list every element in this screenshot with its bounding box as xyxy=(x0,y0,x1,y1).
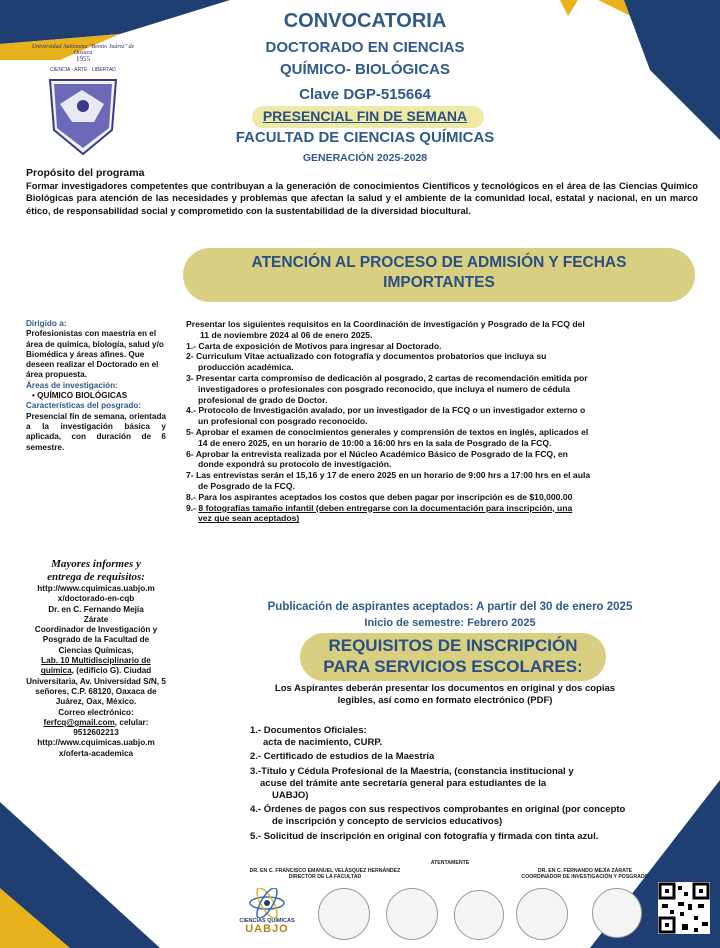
informes-title-1: Mayores informes y xyxy=(51,558,141,570)
qr-code-icon[interactable] xyxy=(658,882,710,934)
purpose-title: Propósito del programa xyxy=(26,167,145,179)
admission-banner xyxy=(183,248,695,302)
ins-item-5: 5.- Solicitud de inscripción en original con fotografía y firmada con tinta azul. xyxy=(250,830,599,842)
signature-right-name: DR. EN C. FERNANDO MEJÍA ZÁRATE xyxy=(537,868,633,874)
corner-decoration-bottom-left xyxy=(0,790,160,948)
req-intro-1: Presentar los siguientes requisitos en la Coordinación de investigación y Posgrado de la FCQ del xyxy=(186,319,585,329)
program-clave: Clave DGP-515664 xyxy=(299,86,431,103)
caracteristicas-label: Características del posgrado: xyxy=(26,401,142,411)
ins-item-1b: acta de nacimiento, CURP. xyxy=(263,737,383,749)
contact-address xyxy=(26,656,166,707)
contact-name-1: Dr. en C. Fernando Mejía xyxy=(48,604,144,614)
dirigido-text: Profesionistas con maestría en el área de química, biología, salud y/o Biomédica y áreas afines. Que deseen realizar el Doctorado en el área propuesta. xyxy=(26,329,164,380)
sidebar-contact xyxy=(26,558,166,759)
req-item-9b: vez que sean aceptados) xyxy=(198,513,300,524)
email-phone-line xyxy=(26,718,166,728)
areas-item-text: QUÍMICO BIOLÓGICAS xyxy=(37,391,128,401)
program-name-line2: QUÍMICO- BIOLÓGICAS xyxy=(280,61,450,78)
email-link[interactable]: ferfcq@gmail.com xyxy=(43,717,115,727)
req-item-4a: 4.- Protocolo de Investigación avalado, por un investigador de la FCQ o un investigador externo o xyxy=(186,405,586,416)
quimica-ambiental-logo xyxy=(516,888,568,940)
ins-item-3a: 3.-Título y Cédula Profesional de la Maestría, (constancia institucional y xyxy=(250,765,574,777)
email-label: Correo electrónico: xyxy=(58,707,134,717)
inscription-banner-line1: REQUISITOS DE INSCRIPCIÓN xyxy=(328,636,578,655)
req-item-7b: de Posgrado de la FCQ. xyxy=(198,480,295,491)
purpose-text: Formar investigadores competentes que contribuyan a la generación de conocimientos Científicos y tecnológicos en el área de las Ciencias Químico Biológicas para atención de las necesidades y problemas que afectan la salud y el ambiente de la comunidad local, estatal y nacional, en un marco ético, de responsabilidad social y comprometido con la sustentabilidad de la diversidad biocultural. xyxy=(26,180,698,216)
sidebar-audience xyxy=(26,319,166,453)
fcq-logo-line2: UABJO xyxy=(245,923,289,935)
req-item-3b: investigadores o profesionales con posgrado reconocido, que incluya el numero de cédula xyxy=(198,383,571,394)
generacion-label: GENERACIÓN 2025-2028 xyxy=(302,152,428,164)
caracteristicas-text: Presencial fin de semana, orientada a la investigación básica y aplicada, con duración de 6 semestre. xyxy=(26,411,166,452)
modalidad-label: PRESENCIAL FIN DE SEMANA xyxy=(262,108,468,124)
req-item-2a: 2- Curriculum Vitae actualizado con fotografía y documentos probatorios que incluya su xyxy=(186,351,547,362)
seal-motto: CIENCIA · ARTE · LIBERTAD xyxy=(50,67,116,73)
dirigido-label: Dirigido a: xyxy=(26,319,67,328)
fcq-logo-line1: CIENCIAS QUÍMICAS xyxy=(239,918,295,924)
quimica-logo xyxy=(454,890,504,940)
university-seal xyxy=(24,42,142,164)
admission-banner-line1: ATENCIÓN AL PROCESO DE ADMISIÓN Y FECHAS xyxy=(251,254,627,271)
cuerpo-academico-logo-1 xyxy=(318,888,370,940)
phone-number: 9512602213 xyxy=(73,728,119,738)
page-title: CONVOCATORIA xyxy=(283,10,447,32)
req-item-5a: 5- Aprobar el examen de conocimientos generales y comprensión de textos en inglés, aplicados el xyxy=(186,426,589,437)
ins-item-2: 2.- Certificado de estudios de la Maestría xyxy=(250,751,435,763)
req-item-1: 1.- Carta de exposición de Motivos para ingresar al Doctorado. xyxy=(186,340,442,351)
signature-left-name: DR. EN C. FRANCISCO EMANUEL VELÁSQUEZ HERNÁNDEZ xyxy=(249,868,401,874)
ins-item-1: 1.- Documentos Oficiales: xyxy=(250,725,367,736)
req-item-7a: 7- Las entrevistas serán el 15,16 y 17 de enero 2025 en un horario de 9:00 hrs a 17:00 hrs en el aula xyxy=(186,470,591,481)
req-item-5b: 14 de enero 2025, en un horario de 10:00 a 16:00 hrs en la sala de Posgrado de la FCQ. xyxy=(198,437,552,448)
req-item-3a: 3- Presentar carta compromiso de dedicación al posgrado, 2 cartas de recomendación emitida por xyxy=(186,372,588,383)
publicacion-date: Publicación de aspirantes aceptados: A partir del 30 de enero 2025 xyxy=(267,601,633,613)
req-item-6a: 6- Aprobar la entrevista realizada por el Núcleo Académico Básico de Posgrado de la FCQ, en xyxy=(186,448,568,459)
phone-label: , celular: xyxy=(114,717,149,727)
admission-banner-line2: IMPORTANTES xyxy=(383,274,495,291)
areas-item: • QUÍMICO BIOLÓGICAS xyxy=(32,391,128,401)
req-item-9-text: 8 fotografías tamaño infantil (deben entregarse con la documentación para inscripción, una xyxy=(198,502,573,513)
inscription-intro-2: legibles, así como en formato electrónico (PDF) xyxy=(337,695,553,707)
seal-year: 1955 xyxy=(76,55,90,63)
lab-name: Lab. 10 Multidisciplinario de química xyxy=(40,656,151,676)
contact-role: Coordinador de Investigación y Posgrado de la Facultad de Ciencias Químicas, xyxy=(34,625,158,655)
req-item-8: 8.- Para los aspirantes aceptados los costos que deben pagar por inscripción es de $10,000.00 xyxy=(186,491,573,502)
ins-item-4a: 4.- Órdenes de pagos con sus respectivos comprobantes en original (por concepto xyxy=(250,804,626,816)
ins-item-3c: UABJO) xyxy=(272,790,309,802)
seal-arc-text: Universidad Autónoma "Benito Juárez" de Oaxaca xyxy=(31,44,135,56)
inscription-intro-1: Los Aspirantes deberán presentar los documentos en original y dos copias xyxy=(274,683,616,694)
req-intro-2: 11 de noviembre 2024 al 06 de enero 2025. xyxy=(200,329,373,340)
ciencias-quimicas-logo xyxy=(386,888,438,940)
atentamente-label: ATENTAMENTE xyxy=(430,860,470,866)
req-item-6b: donde expondrá su protocolo de investigación. xyxy=(198,459,392,470)
program-name-line1: DOCTORADO EN CIENCIAS xyxy=(265,39,465,56)
fcq-logo xyxy=(232,888,302,946)
signature-left-role: DIRECTOR DE LA FACULTAD xyxy=(288,874,362,881)
ins-item-4b: de inscripción y concepto de servicios educativos) xyxy=(272,816,503,828)
inicio-semestre: Inicio de semestre: Febrero 2025 xyxy=(364,617,536,629)
req-item-9-prefix: 9.- xyxy=(186,502,199,513)
signature-left xyxy=(240,868,410,881)
address-text: , (edificio G). Ciudad Universitaria, Av. Universidad S/N, 5 señores, C.P. 68120, Oaxaca de Juárez, Oax, México. xyxy=(26,666,166,707)
req-item-9a xyxy=(186,503,672,514)
signature-right-role: COORDINADOR DE INVESTIGACIÓN Y POSGRADO xyxy=(521,874,649,881)
informes-title-2: entrega de requisitos: xyxy=(47,571,145,583)
facultad-name: FACULTAD DE CIENCIAS QUÍMICAS xyxy=(235,129,495,146)
ins-item-3b: acuse del trámite ante secretaría general para estudiantes de la xyxy=(260,777,547,789)
url-oferta-2[interactable]: x/oferta-academica xyxy=(58,748,134,758)
url-oferta-1[interactable]: http://www.cquimicas.uabjo.m xyxy=(37,738,155,748)
inscription-intro xyxy=(240,683,650,707)
url-doctorado-2[interactable]: x/doctorado-en-cqb xyxy=(57,594,135,604)
atom-icon xyxy=(247,888,287,918)
areas-label: Áreas de investigación: xyxy=(26,380,118,390)
signature-right xyxy=(500,868,670,881)
contact-name-2: Zárate xyxy=(83,614,109,624)
corner-decoration-top-right xyxy=(560,0,720,160)
req-item-3c: profesional de grado de Doctor. xyxy=(198,394,328,405)
requirements-list xyxy=(186,319,672,524)
cuerpo-academico-logo-2 xyxy=(592,888,642,938)
req-item-2b: producción académica. xyxy=(198,362,294,373)
inscription-list xyxy=(250,725,670,843)
url-doctorado-1[interactable]: http://www.cquimicas.uabjo.m xyxy=(37,584,155,593)
inscription-banner xyxy=(300,633,606,681)
inscription-banner-line2: PARA SERVICIOS ESCOLARES: xyxy=(323,657,583,676)
req-item-4b: un profesional con posgrado reconocido. xyxy=(198,416,368,427)
